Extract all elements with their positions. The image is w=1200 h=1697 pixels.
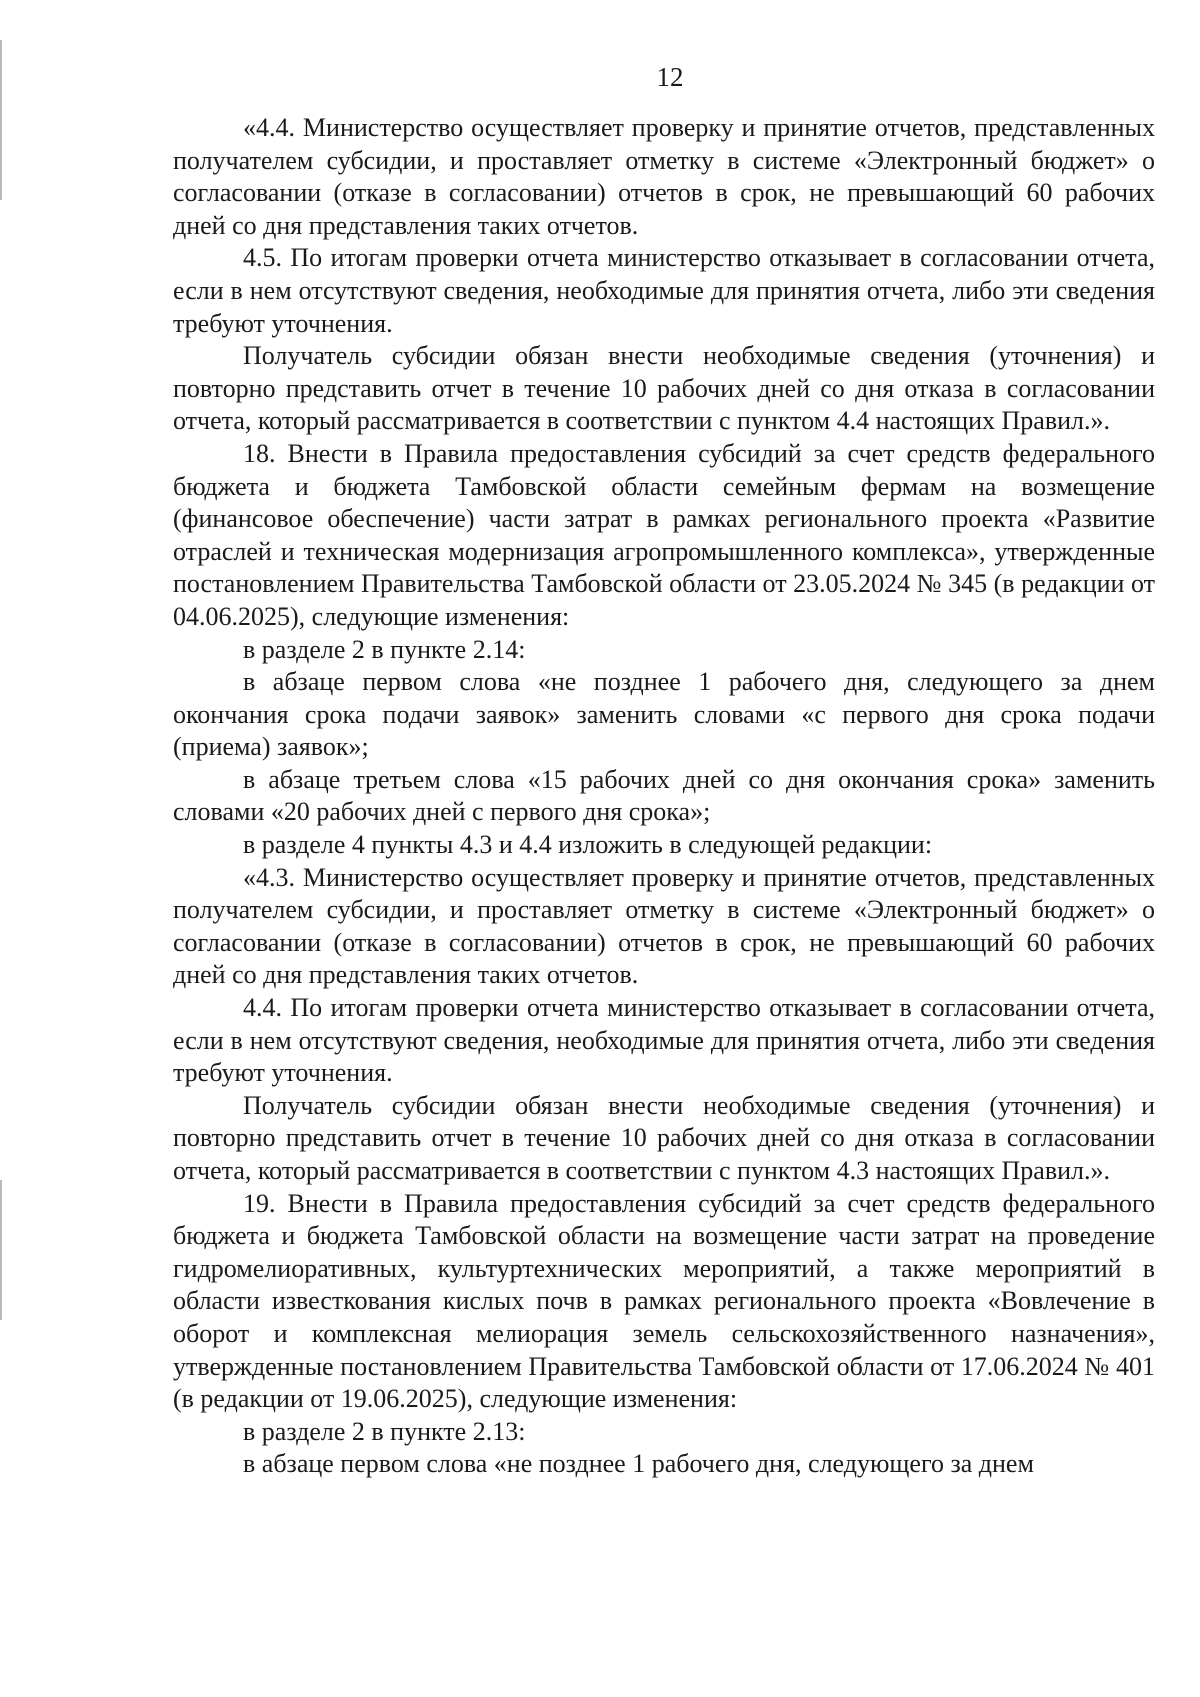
paragraph-third-subparagraph: в абзаце третьем слова «15 рабочих дней со дня окончания срока» заменить словами «20 рабочих дней с первого дня срока»; xyxy=(173,764,1155,827)
paragraph-section-2-item-2-13: в разделе 2 в пункте 2.13: xyxy=(243,1416,526,1446)
paragraph-item-19: 19. Внести в Правила предоставления субсидий за счет средств федерального бюджета и бюджета Тамбовской области на возмещение части затрат на проведение гидромелиоративных, культуртехнических мероприятий, а также мероприятий в области известкования кислых почв в рамках регионального проекта «Вовлечение в оборот и комплексная мелиорация земель сельскохозяйственного назначения», утвержденные постановлением Правительства Тамбовской области от 17.06.2024 № 401 (в редакции от 19.06.2025), следующие изменения: xyxy=(173,1188,1155,1414)
scan-edge-mark xyxy=(0,1180,2,1320)
paragraph-4-4: «4.4. Министерство осуществляет проверку и принятие отчетов, представленных получателем субсидии, и проставляет отметку в системе «Электронный бюджет» о согласовании (отказе в согласовании) отчетов в срок, не превышающий 60 рабочих дней со дня представления таких отчетов. xyxy=(173,113,1155,240)
document-body xyxy=(173,112,1155,1481)
page-number: 12 xyxy=(656,62,684,92)
paragraph-item-18: 18. Внести в Правила предоставления субсидий за счет средств федерального бюджета и бюджета Тамбовской области семейным фермам на возмещение (финансовое обеспечение) части затрат в рамках регионального проекта «Развитие отраслей и техническая модернизация агропромышленного комплекса», утвержденные постановлением Правительства Тамбовской области от 23.05.2024 № 345 (в редакции от 04.06.2025), следующие изменения: xyxy=(173,438,1155,631)
paragraph-first-subparagraph-cont: в абзаце первом слова «не позднее 1 рабочего дня, следующего за днем xyxy=(243,1449,1034,1479)
paragraph-recipient-obligation-new: Получатель субсидии обязан внести необходимые сведения (уточнения) и повторно представить отчет в течение 10 рабочих дней со дня отказа в согласовании отчета, который рассматривается в соответствии с пунктом 4.3 настоящих Правил.». xyxy=(173,1090,1155,1185)
paragraph-recipient-obligation: Получатель субсидии обязан внести необходимые сведения (уточнения) и повторно представить отчет в течение 10 рабочих дней со дня отказа в согласовании отчета, который рассматривается в соответствии с пунктом 4.4 настоящих Правил.». xyxy=(173,341,1155,436)
paragraph-section-2-item-2-14: в разделе 2 в пункте 2.14: xyxy=(243,634,526,664)
paragraph-4-4-new: 4.4. По итогам проверки отчета министерство отказывает в согласовании отчета, если в нем отсутствуют сведения, необходимые для принятия отчета, либо эти сведения требуют уточнения. xyxy=(173,993,1155,1088)
paragraph-section-4: в разделе 4 пункты 4.3 и 4.4 изложить в следующей редакции: xyxy=(243,830,933,860)
paragraph-first-subparagraph: в абзаце первом слова «не позднее 1 рабочего дня, следующего за днем окончания срока подачи заявок» заменить словами «с первого дня срока подачи (приема) заявок»; xyxy=(173,667,1155,762)
paragraph-4-5: 4.5. По итогам проверки отчета министерство отказывает в согласовании отчета, если в нем отсутствуют сведения, необходимые для принятия отчета, либо эти сведения требуют уточнения. xyxy=(173,243,1155,338)
paragraph-4-3-new: «4.3. Министерство осуществляет проверку и принятие отчетов, представленных получателем субсидии, и проставляет отметку в системе «Электронный бюджет» о согласовании (отказе в согласовании) отчетов в срок, не превышающий 60 рабочих дней со дня представления таких отчетов. xyxy=(173,862,1155,990)
